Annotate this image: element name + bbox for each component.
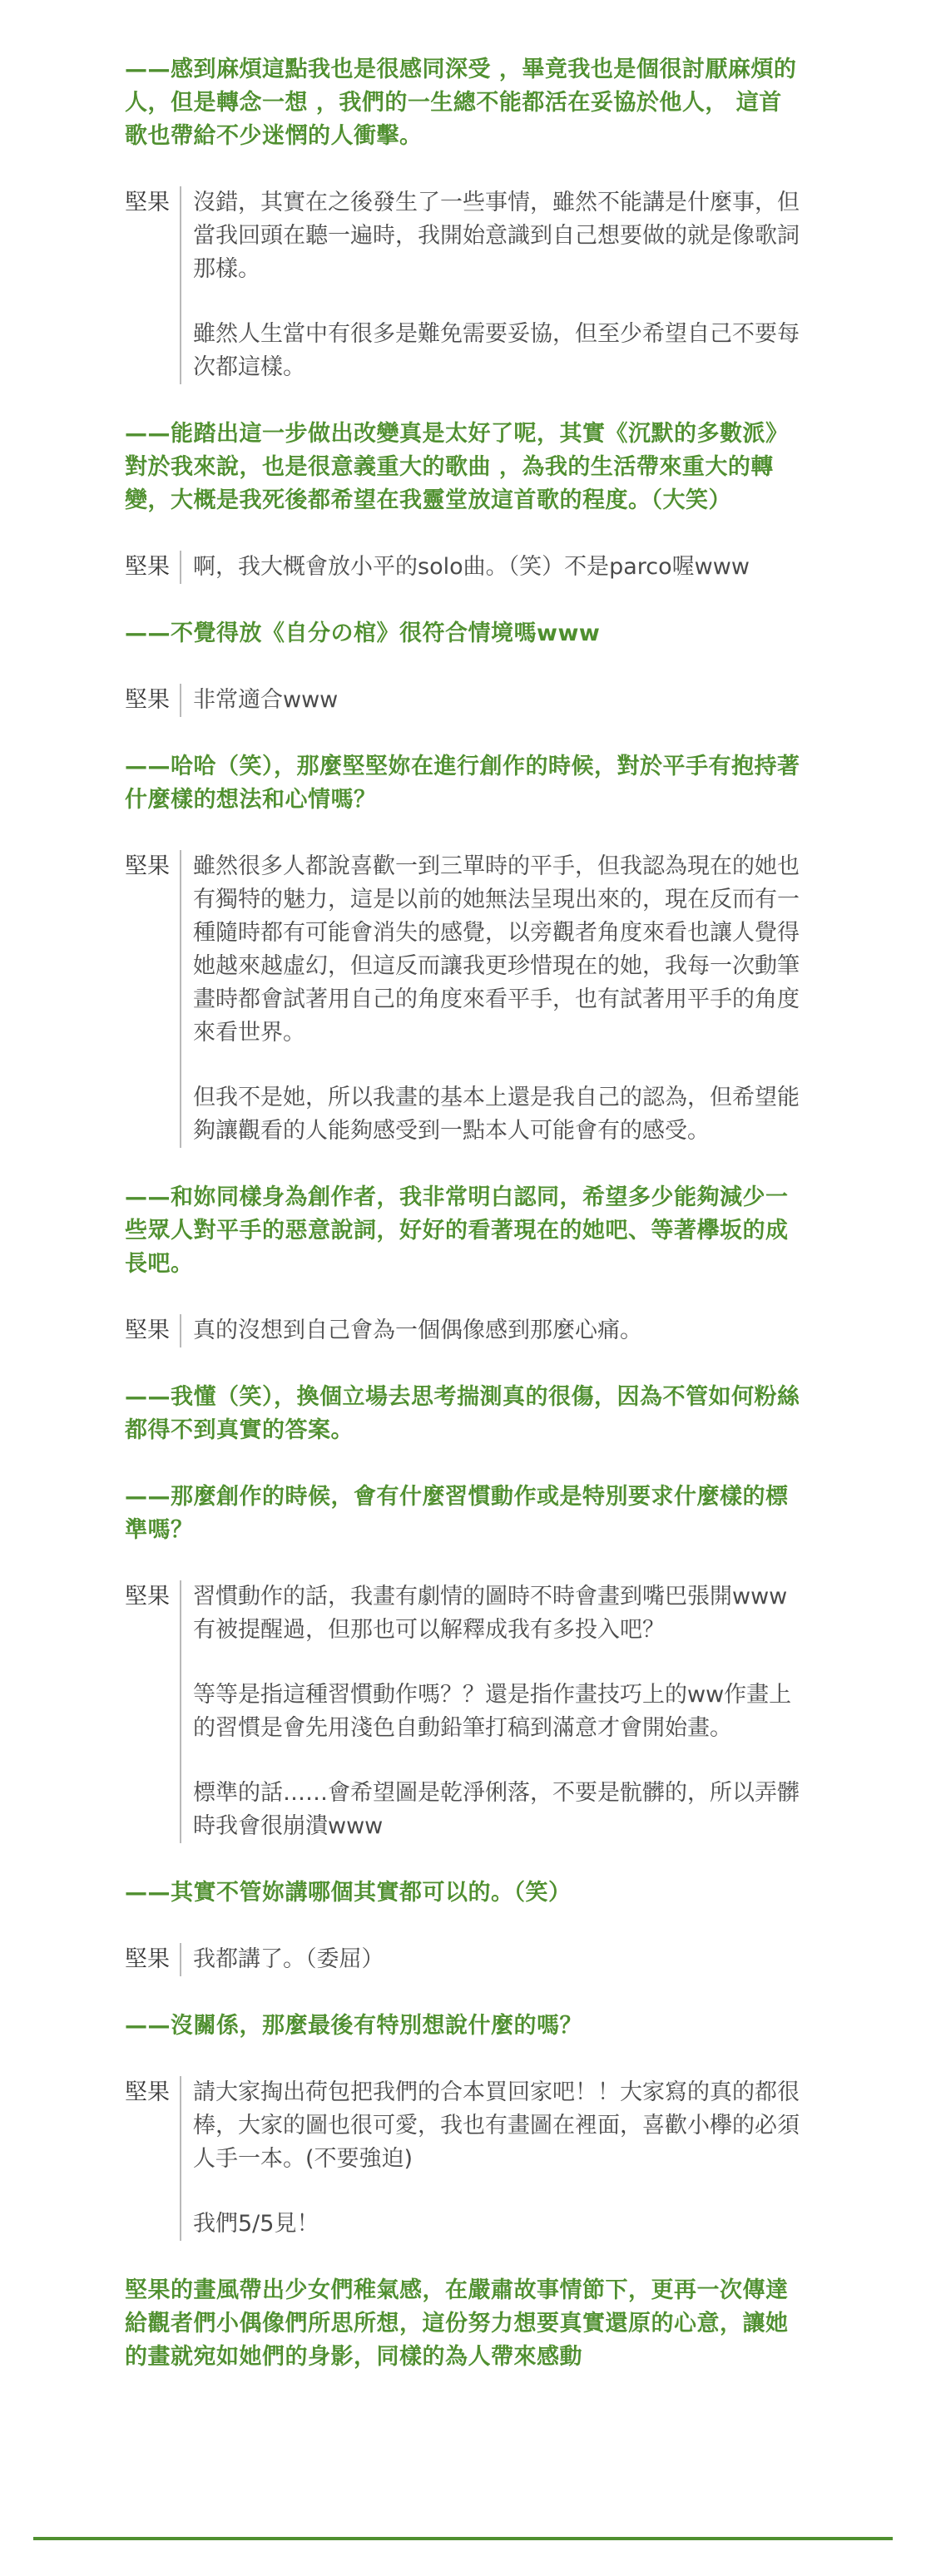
speaker-name: 堅果	[125, 1946, 170, 1972]
speaker-name: 堅果	[125, 190, 170, 215]
bottom-divider	[33, 2537, 893, 2540]
speaker-name: 堅果	[125, 687, 170, 713]
speaker-label-column	[125, 1314, 181, 1347]
answer-body	[181, 551, 801, 584]
answer-paragraph: 雖然人生當中有很多是難免需要妥協，但至少希望自己不要每次都這樣。	[193, 321, 800, 380]
answer-paragraph: 沒錯，其實在之後發生了一些事情，雖然不能講是什麼事，但當我回頭在聽一遍時，我開始意識到自己想要做的就是像歌詞那樣。	[193, 190, 800, 282]
answer-paragraph: 啊，我大概會放小平的solo曲。（笑）不是parco喔www	[193, 554, 750, 580]
interviewee-answer	[125, 186, 801, 384]
closing-paragraph: 堅果的畫風帶出少女們稚氣感，在嚴肅故事情節下，更再一次傳達給觀者們小偶像們所思所想，這份努力想要真實還原的心意，讓她的畫就宛如她們的身影，同樣的為人帶來感動	[125, 2277, 789, 2370]
interviewee-answer	[125, 1580, 801, 1843]
speaker-label-column	[125, 186, 181, 384]
interviewer-question: ——我懂（笑），換個立場去思考揣測真的很傷，因為不管如何粉絲都得不到真實的答案。	[125, 1384, 800, 1443]
answer-body	[181, 1314, 801, 1347]
answer-paragraph: 等等是指這種習慣動作嗎？？還是指作畫技巧上的ww作畫上的習慣是會先用淺色自動鉛筆打稿到滿意才會開始畫。	[193, 1682, 792, 1741]
interview-content	[125, 53, 801, 2241]
interviewer-question: ——沒關係，那麼最後有特別想說什麼的嗎？	[125, 2013, 582, 2039]
interviewer-question: ——感到麻煩這點我也是很感同深受 ，畢竟我也是個很討厭麻煩的人，但是轉念一想 ，我們的一生總不能都活在妥協於他人， 這首歌也帶給不少迷惘的人衝擊。	[125, 57, 797, 149]
speaker-label-column	[125, 1943, 181, 1976]
speaker-label-column	[125, 1580, 181, 1843]
speaker-label-column	[125, 2076, 181, 2241]
interviewee-answer	[125, 850, 801, 1148]
interviewee-answer	[125, 1314, 801, 1347]
answer-paragraph: 非常適合www	[193, 687, 339, 713]
interviewer-question: ——其實不管妳講哪個其實都可以的。（笑）	[125, 1880, 572, 1906]
speaker-name: 堅果	[125, 554, 170, 580]
speaker-name: 堅果	[125, 1318, 170, 1343]
interviewer-question: ——不覺得放《自分の棺》很符合情境嗎www	[125, 621, 601, 646]
interviewee-answer	[125, 684, 801, 717]
answer-paragraph: 我都講了。（委屈）	[193, 1946, 384, 1972]
answer-body	[181, 1580, 801, 1843]
interviewee-answer	[125, 1943, 801, 1976]
interviewer-question: ——哈哈（笑），那麼堅堅妳在進行創作的時候，對於平手有抱持著什麼樣的想法和心情嗎？	[125, 754, 800, 813]
answer-paragraph: 雖然很多人都說喜歡一到三單時的平手，但我認為現在的她也有獨特的魅力，這是以前的她無法呈現出來的，現在反而有一種隨時都有可能會消失的感覺，以旁觀者角度來看也讓人覺得她越來越虛幻，但這反而讓我更珍惜現在的她，我每一次動筆畫時都會試著用自己的角度來看平手，也有試著用平手的角度來看世界。	[193, 853, 800, 1046]
answer-body	[181, 1943, 801, 1976]
speaker-name: 堅果	[125, 2079, 170, 2105]
answer-body	[181, 850, 801, 1148]
answer-paragraph: 但我不是她，所以我畫的基本上還是我自己的認為，但希望能夠讓觀看的人能夠感受到一點本人可能會有的感受。	[193, 1085, 800, 1144]
speaker-name: 堅果	[125, 853, 170, 879]
interviewee-answer	[125, 551, 801, 584]
answer-paragraph: 習慣動作的話，我畫有劇情的圖時不時會畫到嘴巴張開www有被提醒過，但那也可以解釋成我有多投入吧？	[193, 1584, 788, 1643]
answer-body	[181, 684, 801, 717]
interviewer-question: ——能踏出這一步做出改變真是太好了呢，其實《沉默的多數派》對於我來說，也是很意義重大的歌曲 ，為我的生活帶來重大的轉變，大概是我死後都希望在我靈堂放這首歌的程度。（大笑）	[125, 421, 789, 513]
answer-paragraph: 真的沒想到自己會為一個偶像感到那麼心痛。	[193, 1318, 642, 1343]
answer-paragraph: 標準的話……會希望圖是乾淨俐落，不要是骯髒的，所以弄髒時我會很崩潰www	[193, 1780, 800, 1839]
answer-body	[181, 186, 801, 384]
answer-body	[181, 2076, 801, 2241]
interviewer-question: ——和妳同樣身為創作者，我非常明白認同，希望多少能夠減少一些眾人對平手的惡意說詞，好好的看著現在的她吧、等著欅坂的成長吧。	[125, 1184, 789, 1277]
answer-paragraph: 請大家掏出荷包把我們的合本買回家吧！！大家寫的真的都很棒，大家的圖也很可愛，我也有畫圖在裡面，喜歡小欅的必須人手一本。(不要強迫)	[193, 2079, 800, 2172]
speaker-label-column	[125, 684, 181, 717]
interviewee-answer	[125, 2076, 801, 2241]
speaker-name: 堅果	[125, 1584, 170, 1609]
speaker-label-column	[125, 850, 181, 1148]
interviewer-question: ——那麼創作的時候，會有什麼習慣動作或是特別要求什麼樣的標準嗎？	[125, 1484, 789, 1543]
answer-paragraph: 我們5/5見！	[193, 2211, 319, 2237]
speaker-label-column	[125, 551, 181, 584]
